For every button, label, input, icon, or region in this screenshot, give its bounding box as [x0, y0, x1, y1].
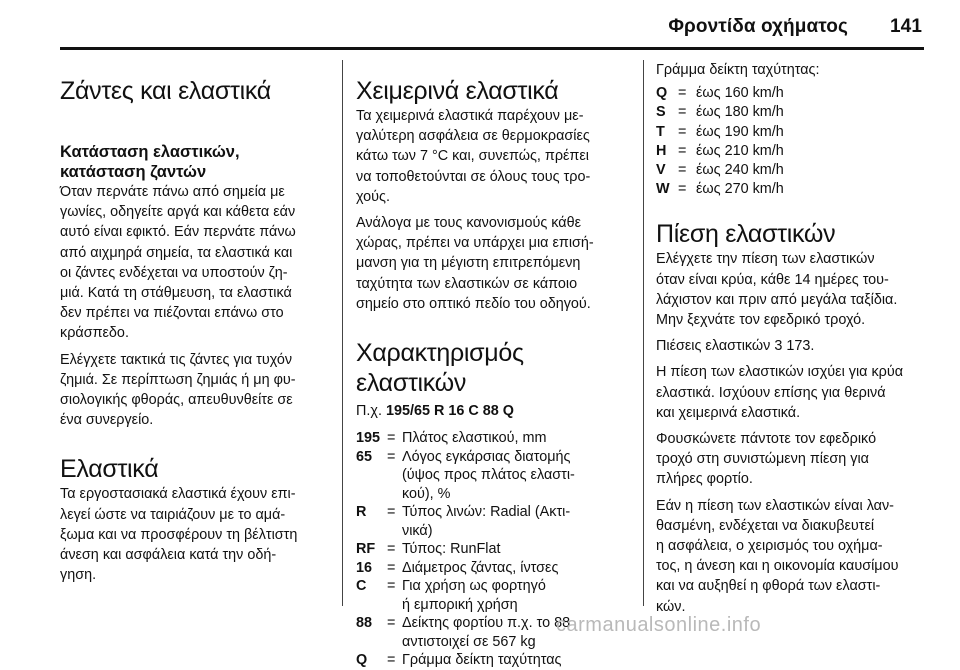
text-line: μανση για τη μέγιστη επιτρεπόμενη	[356, 255, 581, 272]
text-line: Λόγος εγκάρσιας διατομής	[402, 448, 571, 465]
text-line: μιά. Κατά τη στάθμευση, τα ελαστικά	[60, 285, 292, 302]
speed-value: έως 180 km/h	[696, 104, 784, 121]
paragraph	[656, 496, 928, 617]
equals-sign: =	[678, 162, 687, 179]
text-line: και χειμερινά ελαστικά.	[656, 404, 801, 421]
text-line: χούς.	[356, 188, 390, 205]
speed-value: έως 190 km/h	[696, 123, 784, 140]
text-line: Δείκτης φορτίου π.χ. το 88	[402, 615, 571, 632]
speed-key: S	[656, 104, 666, 121]
designation-key: 16	[356, 559, 373, 576]
designation-key: R	[356, 504, 367, 521]
text-line: Τύπος λινών: Radial (Ακτι-	[402, 504, 571, 521]
text-line: γωνίες, οδηγείτε αργά και κάθετα εάν	[60, 204, 296, 221]
example-code: 195/65 R 16 C 88 Q	[385, 403, 514, 420]
text-line: πλήρες φορτίο.	[656, 471, 753, 488]
equals-sign: =	[387, 652, 396, 669]
column-divider	[643, 60, 644, 606]
text-line: ελαστικά. Ισχύουν επίσης για θερινά	[656, 384, 886, 401]
text-line: χώρας, πρέπει να υπάρχει μια επισή-	[356, 235, 594, 252]
text-line: Εάν η πίεση των ελαστικών είναι λαν-	[656, 497, 894, 514]
text-line: κού), %	[402, 485, 451, 502]
text-line: ξωμα και να προσφέρουν τη βέλτιστη	[60, 526, 298, 543]
section-heading-tyres: Ελαστικά	[60, 455, 159, 484]
text-line: θασμένη, ενδέχεται να διακυβευτεί	[656, 517, 875, 534]
header-rule	[60, 47, 924, 50]
designation-row	[356, 429, 636, 448]
paragraph	[60, 182, 332, 344]
watermark: carmanualsonline.info	[556, 614, 762, 636]
equals-sign: =	[387, 430, 396, 447]
equals-sign: =	[678, 142, 687, 159]
text-line: ένα συνεργείο.	[60, 412, 154, 429]
paragraph	[656, 249, 928, 330]
text-line: Τα χειμερινά ελαστικά παρέχουν με-	[356, 108, 584, 124]
designation-key: 195	[356, 430, 381, 447]
column-1	[60, 60, 332, 608]
designation-key: 88	[356, 615, 373, 632]
column-2	[356, 60, 636, 669]
designation-key: Q	[356, 652, 368, 669]
text-line: κάτω των 7 °C και, συνεπώς, πρέπει	[356, 148, 589, 165]
text-line: σημείο στο οπτικό πεδίο του οδηγού.	[356, 295, 591, 312]
speed-intro: Γράμμα δείκτη ταχύτητας:	[656, 62, 820, 78]
designation-description	[402, 503, 636, 540]
reference-text: Πιέσεις ελαστικών	[656, 338, 771, 355]
equals-sign: =	[678, 181, 687, 198]
speed-value: έως 270 km/h	[696, 181, 784, 198]
page-reference-arrow-icon: 3	[774, 338, 783, 355]
designation-key: 65	[356, 448, 373, 465]
text-line: αυτό είναι εφικτό. Εάν περνάτε πάνω	[60, 224, 296, 241]
text-line: (ύψος προς πλάτος ελαστι-	[402, 467, 575, 484]
designation-row	[356, 503, 636, 540]
equals-sign: =	[387, 541, 396, 558]
speed-row	[656, 142, 928, 161]
text-line: Γράμμα δείκτη ταχύτητας	[402, 652, 562, 669]
section-heading-winter-tyres: Χειμερινά ελαστικά	[356, 77, 559, 105]
paragraph	[656, 362, 928, 423]
sub-heading-line: Κατάσταση ελαστικών,	[60, 143, 240, 161]
speed-row	[656, 180, 928, 199]
speed-value: έως 160 km/h	[696, 85, 784, 102]
text-line: Ελέγχετε την πίεση των ελαστικών	[656, 251, 875, 268]
sub-heading-tyre-condition	[60, 142, 332, 182]
text-line: ή εμπορική χρήση	[402, 596, 518, 613]
designation-description	[402, 559, 636, 578]
speed-key: V	[656, 162, 666, 179]
text-line: Ελέγχετε τακτικά τις ζάντες για τυχόν	[60, 351, 293, 368]
paragraph-reference	[656, 336, 928, 356]
speed-key: Q	[656, 85, 668, 102]
column-3	[656, 60, 928, 615]
text-line: δεν πρέπει να πιέζονται επάνω στο	[60, 305, 284, 322]
equals-sign: =	[387, 504, 396, 521]
section-heading-tyre-pressure: Πίεση ελαστικών	[656, 220, 836, 249]
text-line: Για χρήση ως φορτηγό	[402, 578, 546, 595]
designation-description	[402, 540, 636, 559]
text-line: όταν είναι κρύα, κάθε 14 ημέρες του-	[656, 271, 889, 288]
text-line: Τα εργοστασιακά ελαστικά έχουν επι-	[60, 486, 296, 503]
equals-sign: =	[387, 578, 396, 595]
designation-key: C	[356, 578, 367, 595]
equals-sign: =	[387, 615, 396, 632]
designation-description	[402, 651, 636, 670]
paragraph	[60, 484, 332, 585]
text-line: Διάμετρος ζάντας, ίντσες	[402, 559, 559, 576]
designation-key: RF	[356, 541, 376, 558]
paragraph	[60, 350, 332, 431]
speed-list	[656, 84, 928, 199]
speed-key: H	[656, 142, 667, 159]
column-divider	[342, 60, 343, 606]
text-line: να τοποθετούνται σε όλους τους τρο-	[356, 168, 591, 185]
text-line: από αιχμηρά σημεία, τα ελαστικά και	[60, 244, 293, 261]
speed-row	[656, 123, 928, 142]
text-line: κών.	[656, 598, 686, 615]
paragraph	[356, 213, 636, 314]
text-line: ταχύτητα των ελαστικών σε κάποιο	[356, 275, 578, 292]
designation-description	[402, 429, 636, 448]
speed-key: T	[656, 123, 665, 140]
paragraph	[656, 429, 928, 490]
page-number: 141	[889, 16, 922, 37]
speed-value: έως 240 km/h	[696, 162, 784, 179]
text-line: τροχό στη συνιστώμενη πίεση για	[656, 451, 870, 468]
designation-row	[356, 651, 636, 670]
text-line: κράσπεδο.	[60, 325, 129, 342]
equals-sign: =	[387, 448, 396, 465]
section-heading-tyre-designations: Χαρακτηρισμός ελαστικών	[356, 339, 524, 398]
text-line: οι ζάντες ενδέχεται να υποστούν ζη-	[60, 264, 288, 281]
equals-sign: =	[678, 104, 687, 121]
text-line: νικά)	[402, 522, 433, 539]
text-line: άνεση και ασφάλεια κατά την οδή-	[60, 547, 277, 564]
text-line: γηση.	[60, 567, 97, 584]
speed-row	[656, 161, 928, 180]
designation-row	[356, 559, 636, 578]
text-line: Φουσκώνετε πάντοτε τον εφεδρικό	[656, 431, 877, 448]
designation-row	[356, 577, 636, 614]
speed-row	[656, 103, 928, 122]
text-line: Όταν περνάτε πάνω από σημεία με	[60, 184, 285, 200]
example-prefix: Π.χ.	[356, 403, 382, 420]
text-line: λάχιστον και πριν από μεγάλα ταξίδια.	[656, 291, 898, 308]
text-line: και να αυξηθεί η φθορά των ελαστι-	[656, 578, 881, 595]
designation-description	[402, 448, 636, 504]
text-line: αντιστοιχεί σε 567 kg	[402, 633, 536, 650]
reference-page-link[interactable]: 173.	[786, 338, 815, 355]
text-line: ζημιά. Σε περίπτωση ζημιάς ή μη φυ-	[60, 371, 296, 388]
text-line: γαλύτερη ασφάλεια σε θερμοκρασίες	[356, 128, 590, 145]
designation-description	[402, 577, 636, 614]
speed-row	[656, 84, 928, 103]
designation-example	[356, 401, 636, 421]
text-line: Τύπος: RunFlat	[402, 541, 501, 558]
paragraph	[356, 106, 636, 207]
text-line: Μην ξεχνάτε τον εφεδρικό τροχό.	[656, 312, 866, 329]
text-line: τος, η άνεση και η οικονομία καυσίμου	[656, 558, 899, 575]
designation-row	[356, 540, 636, 559]
speed-value: έως 210 km/h	[696, 142, 784, 159]
section-heading-rims-tyres: Ζάντες και ελαστικά	[60, 77, 271, 105]
sub-heading-line: κατάσταση ζαντών	[60, 163, 207, 181]
text-line: Η πίεση των ελαστικών ισχύει για κρύα	[656, 364, 904, 381]
text-line: η ασφάλεια, ο χειρισμός του οχήμα-	[656, 538, 883, 555]
header-title: Φροντίδα οχήματος	[668, 16, 848, 37]
designation-row	[356, 448, 636, 504]
text-line: σιολογικής φθοράς, απευθυνθείτε σε	[60, 392, 293, 409]
text-line: λεγεί ώστε να ταιριάζουν με το αμά-	[60, 506, 286, 523]
speed-key: W	[656, 181, 670, 198]
text-line: Ανάλογα με τους κανονισμούς κάθε	[356, 215, 582, 232]
equals-sign: =	[387, 559, 396, 576]
equals-sign: =	[678, 85, 687, 102]
text-line: Πλάτος ελαστικού, mm	[402, 430, 547, 447]
page-header	[668, 16, 922, 38]
equals-sign: =	[678, 123, 687, 140]
